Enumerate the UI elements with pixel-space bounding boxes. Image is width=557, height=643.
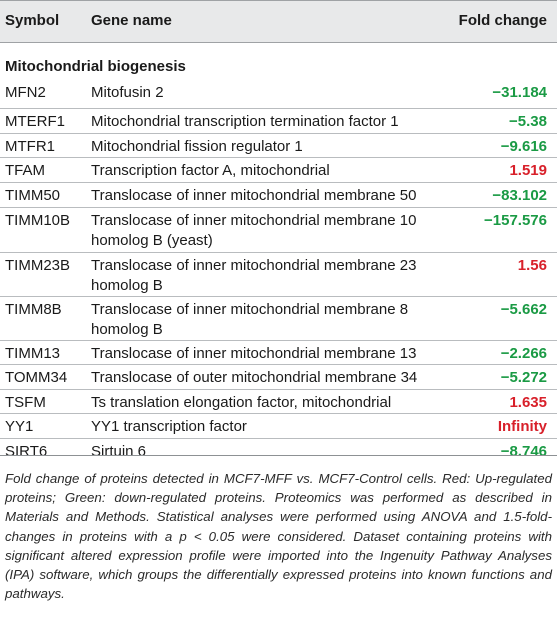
row-divider [0,413,557,414]
fold-change-value: 1.635 [509,394,547,411]
gene-name: Translocase of inner mitochondrial membrane 13 [91,345,417,362]
row-divider [0,252,557,253]
gene-symbol: TSFM [5,394,46,411]
fold-change-value: 1.56 [517,257,547,274]
fold-change-value: −5.38 [509,113,547,130]
row-divider [0,133,557,134]
gene-name: Sirtuin 6 [91,443,147,460]
gene-symbol: SIRT6 [5,443,48,460]
gene-symbol: TFAM [5,162,45,179]
table-caption: Fold change of proteins detected in MCF7-MFF vs. MCF7-Control cells. Red: Up-regulated proteins; Green: down-regulated proteins. Proteomics was performed as described in Materials and Methods. Statistical analyses were performed using ANOVA and 1.5-fold-changes in proteins with a p < 0.05 were considered. Dataset containing proteins with significant altered expression profile were imported into the Ingenuity Pathway Analyses (IPA) software, which groups the differentially expressed proteins into known functions and pathways. [5,471,552,602]
gene-name: Mitochondrial transcription termination factor 1 [91,113,399,130]
gene-symbol: TIMM50 [5,187,61,204]
gene-symbol: YY1 [5,418,34,435]
header-gene-name: Gene name [91,12,172,29]
row-divider [0,438,557,439]
fold-change-value: −9.616 [500,138,547,155]
row-divider [0,364,557,365]
row-divider [0,157,557,158]
gene-name: Translocase of inner mitochondrial membrane 50 [91,187,417,204]
gene-symbol: TIMM23B [5,257,71,274]
gene-name: Translocase of inner mitochondrial membrane 8 homolog B [91,301,409,338]
row-divider [0,182,557,183]
gene-name: Translocase of inner mitochondrial membrane 10 homolog B (yeast) [91,212,417,249]
row-divider [0,389,557,390]
fold-change-value: Infinity [497,418,547,435]
row-divider [0,296,557,297]
fold-change-value: −5.272 [500,369,547,386]
gene-name: Translocase of inner mitochondrial membrane 23 homolog B [91,257,417,294]
gene-name: Transcription factor A, mitochondrial [91,162,330,179]
fold-change-value: −83.102 [492,187,547,204]
gene-symbol: TIMM10B [5,212,71,229]
fold-change-value: −157.576 [484,212,547,229]
header-fold-change: Fold change [458,12,547,29]
gene-symbol: MFN2 [5,84,46,101]
section-title: Mitochondrial biogenesis [5,58,186,75]
gene-name: Translocase of outer mitochondrial membrane 34 [91,369,418,386]
row-divider [0,207,557,208]
fold-change-value: −8.746 [500,443,547,460]
row-divider [0,108,557,109]
row-divider [0,340,557,341]
fold-change-value: −31.184 [492,84,547,101]
table-bottom-rule [0,455,557,456]
gene-symbol: TIMM8B [5,301,62,318]
gene-symbol: MTERF1 [5,113,65,130]
gene-symbol: MTFR1 [5,138,55,155]
fold-change-value: 1.519 [509,162,547,179]
table-header [0,0,557,43]
header-symbol: Symbol [5,12,60,29]
gene-symbol: TIMM13 [5,345,61,362]
gene-name: YY1 transcription factor [91,418,247,435]
gene-name: Mitochondrial fission regulator 1 [91,138,303,155]
fold-change-value: −2.266 [500,345,547,362]
gene-name: Ts translation elongation factor, mitochondrial [91,394,392,411]
gene-symbol: TOMM34 [5,369,68,386]
gene-name: Mitofusin 2 [91,84,164,101]
fold-change-value: −5.662 [500,301,547,318]
